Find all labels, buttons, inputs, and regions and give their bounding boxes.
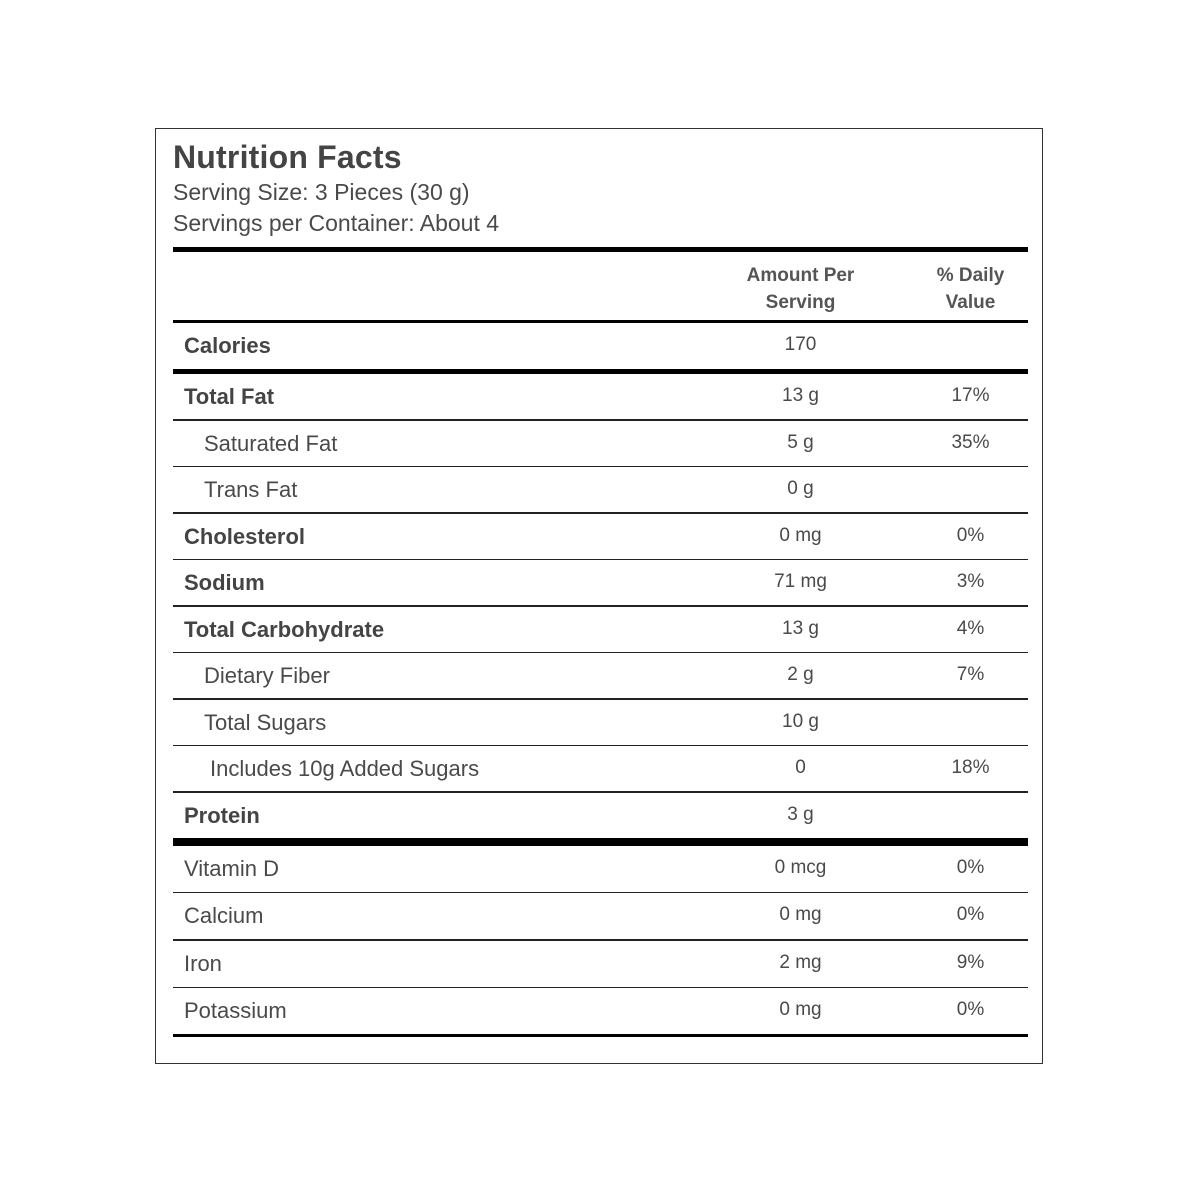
- nutrient-amount: 10 g: [782, 710, 819, 732]
- table-row-protein: [173, 793, 1028, 838]
- nutrient-amount: 0 g: [787, 478, 814, 499]
- nutrient-amount: 71 mg: [774, 571, 827, 592]
- nutrient-amount: 2 mg: [779, 951, 822, 973]
- table-row-total-sugars: [173, 700, 1028, 745]
- header-amount-line2: Serving: [765, 292, 836, 313]
- header-dv-line1: % Daily: [936, 265, 1005, 286]
- nutrient-amount: 0 mg: [779, 904, 822, 925]
- servings-per-container: Servings per Container: About 4: [173, 210, 500, 236]
- nutrient-dv: 0%: [956, 904, 985, 925]
- nutrient-dv: 35%: [951, 431, 990, 453]
- nutrient-name: Total Fat: [184, 384, 275, 409]
- header-amount-line1: Amount Per: [746, 265, 855, 286]
- nutrition-facts-label: [155, 128, 1043, 1064]
- nutrient-name: Sodium: [184, 570, 265, 595]
- nutrient-amount: 13 g: [782, 385, 819, 406]
- table-row-sodium: [173, 560, 1028, 605]
- divider-medium: [173, 1034, 1028, 1037]
- table-row-added-sugars: [173, 746, 1028, 791]
- table-row-potassium: [173, 988, 1028, 1034]
- nutrient-name: Includes 10g Added Sugars: [210, 756, 480, 781]
- table-row-dietary-fiber: [173, 653, 1028, 698]
- table-row-total-carbohydrate: [173, 607, 1028, 652]
- header-dv-line2: Value: [945, 292, 996, 313]
- nutrient-dv: 7%: [956, 664, 985, 685]
- nutrient-amount: 2 g: [787, 664, 814, 685]
- table-header: [173, 252, 1028, 320]
- nutrient-amount: 13 g: [782, 617, 819, 639]
- nutrient-name: Potassium: [184, 998, 287, 1023]
- table-row-calories: [173, 323, 1028, 369]
- nutrient-dv: 17%: [951, 385, 990, 406]
- nutrient-amount: 3 g: [787, 803, 814, 825]
- nutrient-name: Iron: [184, 950, 222, 976]
- table-row-saturated-fat: [173, 421, 1028, 466]
- nutrient-amount: 170: [784, 334, 817, 355]
- nutrient-name: Total Carbohydrate: [184, 616, 385, 642]
- nutrient-dv: 18%: [951, 757, 990, 778]
- nutrient-amount: 0: [795, 757, 806, 778]
- label-title: Nutrition Facts: [173, 139, 402, 175]
- serving-size: Serving Size: 3 Pieces (30 g): [173, 179, 470, 205]
- nutrient-name: Vitamin D: [184, 855, 279, 881]
- nutrition-table: [173, 247, 1028, 1037]
- table-row-iron: [173, 941, 1028, 987]
- table-row-total-fat: [173, 374, 1028, 419]
- nutrient-name: Total Sugars: [204, 709, 327, 735]
- nutrient-amount: 0 mg: [779, 999, 822, 1020]
- divider-heavy: [173, 838, 1028, 846]
- nutrient-dv: 0%: [956, 856, 985, 878]
- nutrient-name: Dietary Fiber: [204, 663, 330, 688]
- nutrient-name: Cholesterol: [184, 523, 306, 549]
- header-daily-value: [913, 262, 1028, 316]
- table-row-vitamin-d: [173, 846, 1028, 892]
- nutrient-name: Calcium: [184, 903, 264, 928]
- nutrient-dv: 0%: [956, 524, 985, 546]
- table-row-cholesterol: [173, 514, 1028, 559]
- header-amount-per-serving: [718, 262, 883, 316]
- table-row-calcium: [173, 893, 1028, 939]
- nutrient-amount: 5 g: [787, 431, 814, 453]
- nutrient-dv: 9%: [956, 951, 985, 973]
- nutrient-amount: 0 mcg: [774, 856, 827, 878]
- nutrient-dv: 4%: [956, 617, 985, 639]
- nutrient-dv: 3%: [956, 571, 985, 592]
- nutrient-name: Protein: [184, 802, 260, 828]
- nutrient-name: Saturated Fat: [204, 430, 338, 456]
- nutrient-amount: 0 mg: [779, 524, 822, 546]
- table-row-trans-fat: [173, 467, 1028, 512]
- nutrient-dv: 0%: [956, 999, 985, 1020]
- nutrient-name: Trans Fat: [204, 477, 298, 502]
- nutrient-name: Calories: [184, 333, 271, 358]
